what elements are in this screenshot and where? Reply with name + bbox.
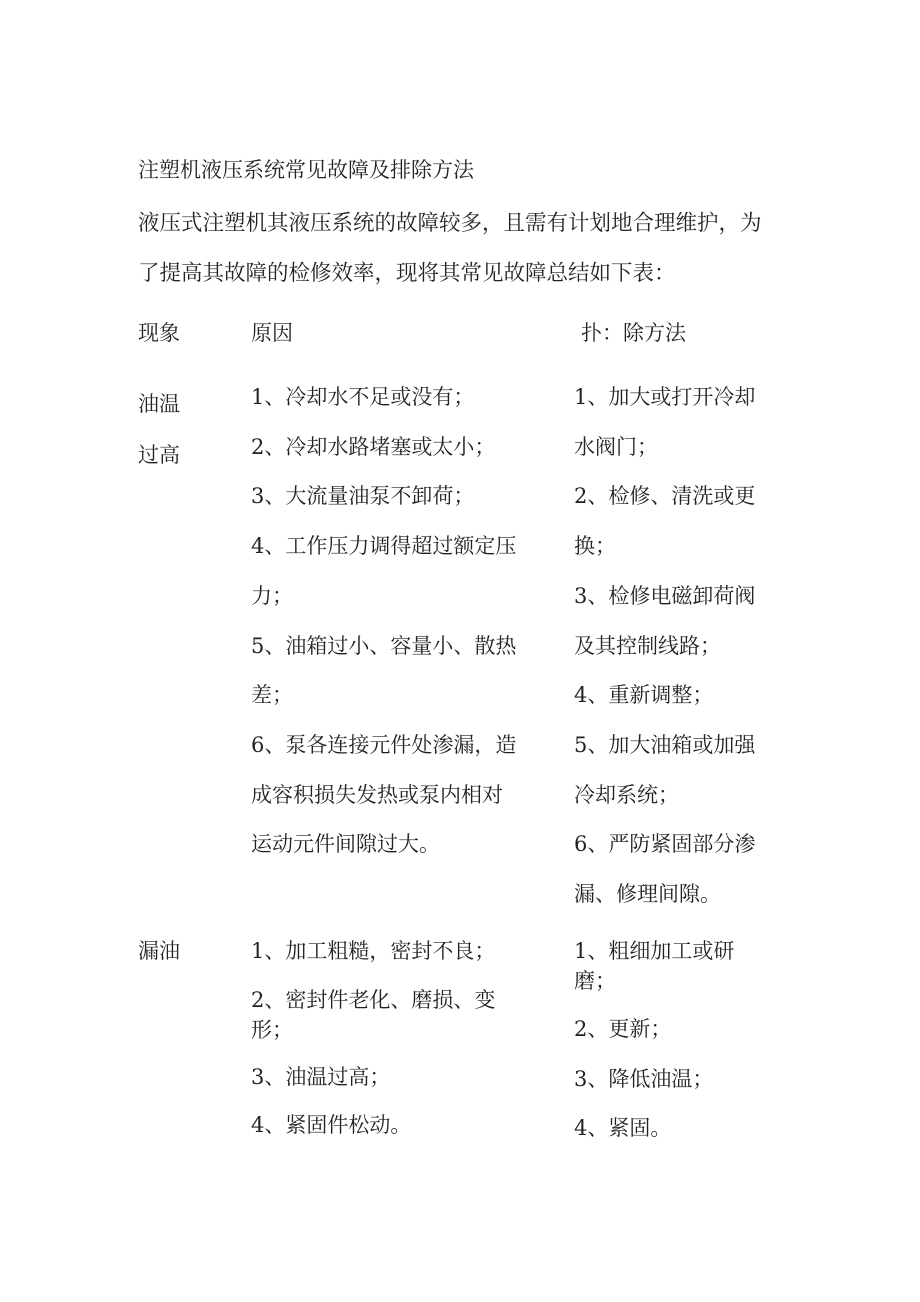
cause-line: 4、工作压力调得超过额定压: [251, 534, 517, 558]
remedy-line: 漏、修理间隙。: [574, 882, 721, 906]
remedy-line: 冷却系统；: [574, 783, 679, 807]
cause-line: 3、大流量油泵不卸荷；: [251, 484, 475, 508]
cause-line: 5、油箱过小、容量小、散热: [251, 634, 517, 658]
document-title: 注塑机液压系统常见故障及排除方法: [138, 158, 474, 182]
remedy-line: 5、加大油箱或加强: [574, 733, 756, 757]
intro-paragraph: [138, 199, 788, 299]
remedy-line: 3、检修电磁卸荷阀: [574, 584, 756, 608]
remedy-line: 4、紧固。: [574, 1116, 672, 1140]
phenomenon-line: 油温: [138, 392, 180, 416]
cause-line: 3、油温过高；: [251, 1065, 391, 1089]
cause-line: 2、冷却水路堵塞或太小；: [251, 435, 496, 459]
intro-line: 液压式注塑机其液压系统的故障较多，且需有计划地合理维护，为: [138, 211, 762, 236]
phenomenon-line: 过高: [138, 443, 180, 467]
cause-line: 1、冷却水不足或没有；: [251, 385, 475, 409]
remedy-line: 2、更新；: [574, 1017, 672, 1041]
phenomenon-line: 漏油: [138, 939, 180, 963]
remedy-line: 1、粗细加工或研: [574, 939, 735, 963]
remedy-line: 水阀门；: [574, 435, 658, 459]
remedy-line: 4、重新调整；: [574, 683, 714, 707]
cause-line: 4、紧固件松动。: [251, 1113, 412, 1137]
remedy-line: 6、严防紧固部分渗: [574, 832, 756, 856]
cause-line: 形；: [251, 1018, 293, 1042]
remedy-line: 3、降低油温；: [574, 1067, 714, 1091]
cause-line: 差；: [251, 683, 293, 707]
header-remedy: 扑：除方法: [581, 321, 686, 345]
intro-line: 了提高其故障的检修效率，现将其常见故障总结如下表：: [138, 261, 676, 286]
remedy-line: 1、加大或打开冷却: [574, 385, 756, 409]
cause-line: 成容积损失发热或泵内相对: [251, 783, 503, 807]
cause-line: 运动元件间隙过大。: [251, 832, 440, 856]
cause-line: 1、加工粗糙，密封不良；: [251, 939, 496, 963]
remedy-line: 2、检修、清洗或更: [574, 484, 756, 508]
header-phenomenon: 现象: [138, 321, 180, 345]
cause-line: 力；: [251, 584, 293, 608]
header-cause: 原因: [251, 321, 293, 345]
remedy-line: 及其控制线路；: [574, 634, 721, 658]
remedy-line: 磨；: [574, 969, 616, 993]
cause-line: 2、密封件老化、磨损、变: [251, 988, 496, 1012]
cause-line: 6、泵各连接元件处渗漏，造: [251, 733, 517, 757]
remedy-line: 换；: [574, 534, 616, 558]
